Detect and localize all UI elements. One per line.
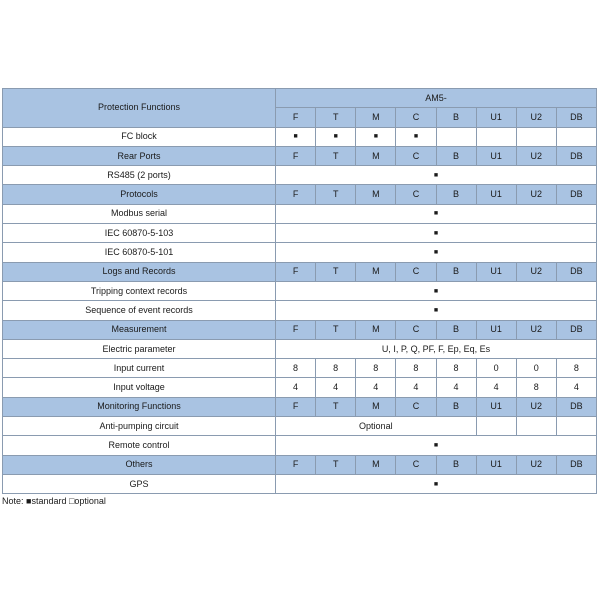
- empty-cell: [556, 127, 596, 146]
- table-row: [3, 166, 597, 185]
- cell-value: 4: [316, 378, 356, 397]
- table-row: [3, 301, 597, 320]
- row-label: Remote control: [3, 436, 276, 455]
- header-row: [3, 89, 597, 108]
- section-title: Rear Ports: [3, 146, 276, 165]
- model-header: C: [396, 146, 436, 165]
- model-header: F: [276, 146, 316, 165]
- standard-mark: ■: [276, 127, 316, 146]
- model-header: C: [396, 108, 436, 127]
- legend-note: Note: ■standard □optional: [2, 496, 106, 506]
- model-header: B: [436, 185, 476, 204]
- empty-cell: [516, 127, 556, 146]
- model-header: DB: [556, 185, 596, 204]
- model-header: U2: [516, 146, 556, 165]
- model-header: DB: [556, 455, 596, 474]
- cell-value: 8: [436, 359, 476, 378]
- empty-cell: [556, 417, 596, 436]
- model-header: C: [396, 320, 436, 339]
- row-label: Input current: [3, 359, 276, 378]
- section-title: Measurement: [3, 320, 276, 339]
- model-header: C: [396, 185, 436, 204]
- cell-value: 8: [396, 359, 436, 378]
- model-header: U2: [516, 262, 556, 281]
- row-label: Tripping context records: [3, 281, 276, 300]
- model-header: C: [396, 262, 436, 281]
- section-header-row: [3, 397, 597, 416]
- standard-mark: ■: [276, 281, 597, 300]
- standard-mark: ■: [276, 474, 597, 493]
- empty-cell: [436, 127, 476, 146]
- model-header: B: [436, 397, 476, 416]
- model-header: M: [356, 397, 396, 416]
- table-row: [3, 204, 597, 223]
- row-label: Input voltage: [3, 378, 276, 397]
- row-label: Modbus serial: [3, 204, 276, 223]
- row-label: IEC 60870-5-103: [3, 224, 276, 243]
- model-header: U1: [476, 146, 516, 165]
- model-header: U2: [516, 397, 556, 416]
- model-header: T: [316, 397, 356, 416]
- model-header: B: [436, 320, 476, 339]
- section-title: Others: [3, 455, 276, 474]
- model-header: DB: [556, 262, 596, 281]
- cell-value: 4: [276, 378, 316, 397]
- cell-value: 8: [276, 359, 316, 378]
- model-header: T: [316, 108, 356, 127]
- standard-mark: ■: [276, 243, 597, 262]
- cell-value: Optional: [276, 417, 477, 436]
- empty-cell: [516, 417, 556, 436]
- table-row: [3, 281, 597, 300]
- cell-value: 4: [556, 378, 596, 397]
- model-header: U1: [476, 108, 516, 127]
- row-label: Electric parameter: [3, 339, 276, 358]
- empty-cell: [476, 127, 516, 146]
- model-header: DB: [556, 108, 596, 127]
- model-header: U1: [476, 397, 516, 416]
- model-header: F: [276, 455, 316, 474]
- empty-cell: [476, 417, 516, 436]
- section-header-row: [3, 185, 597, 204]
- model-header: U2: [516, 108, 556, 127]
- table-row: [3, 359, 597, 378]
- model-header: U2: [516, 455, 556, 474]
- section-title: Logs and Records: [3, 262, 276, 281]
- row-label: IEC 60870-5-101: [3, 243, 276, 262]
- table-row: [3, 436, 597, 455]
- model-header: B: [436, 146, 476, 165]
- row-label: Sequence of event records: [3, 301, 276, 320]
- cell-value: 8: [556, 359, 596, 378]
- model-header: M: [356, 455, 396, 474]
- table-row: [3, 127, 597, 146]
- table-row: [3, 378, 597, 397]
- cell-value: 4: [476, 378, 516, 397]
- standard-mark: ■: [276, 166, 597, 185]
- model-header: T: [316, 185, 356, 204]
- model-header: M: [356, 262, 396, 281]
- table-row: [3, 417, 597, 436]
- cell-value: 8: [516, 378, 556, 397]
- model-header: F: [276, 108, 316, 127]
- model-header: M: [356, 146, 396, 165]
- table-row: [3, 243, 597, 262]
- model-header: U2: [516, 185, 556, 204]
- feature-table: [2, 88, 597, 494]
- standard-mark: ■: [356, 127, 396, 146]
- standard-mark: ■: [396, 127, 436, 146]
- standard-mark: ■: [276, 436, 597, 455]
- cell-value: 4: [356, 378, 396, 397]
- model-header: T: [316, 320, 356, 339]
- row-label: Anti-pumping circuit: [3, 417, 276, 436]
- section-title: Protocols: [3, 185, 276, 204]
- section-header-row: [3, 262, 597, 281]
- cell-value: 0: [476, 359, 516, 378]
- section-header-row: [3, 320, 597, 339]
- model-header: B: [436, 262, 476, 281]
- model-header: U2: [516, 320, 556, 339]
- model-header: B: [436, 455, 476, 474]
- cell-value: 8: [316, 359, 356, 378]
- section-title: Monitoring Functions: [3, 397, 276, 416]
- model-header: C: [396, 455, 436, 474]
- model-header: T: [316, 455, 356, 474]
- row-label: FC block: [3, 127, 276, 146]
- model-header: T: [316, 146, 356, 165]
- section-header-row: [3, 146, 597, 165]
- model-header: F: [276, 262, 316, 281]
- table-row: [3, 339, 597, 358]
- cell-value: 0: [516, 359, 556, 378]
- first-col-header: Protection Functions: [3, 89, 276, 128]
- row-label: GPS: [3, 474, 276, 493]
- model-header: M: [356, 185, 396, 204]
- model-header: U1: [476, 455, 516, 474]
- standard-mark: ■: [276, 204, 597, 223]
- standard-mark: ■: [276, 224, 597, 243]
- cell-value: 8: [356, 359, 396, 378]
- model-header: U1: [476, 262, 516, 281]
- cell-value: U, I, P, Q, PF, F, Ep, Eq, Es: [276, 339, 597, 358]
- model-header: DB: [556, 397, 596, 416]
- model-header: U1: [476, 185, 516, 204]
- model-header: M: [356, 320, 396, 339]
- model-header: F: [276, 185, 316, 204]
- section-header-row: [3, 455, 597, 474]
- model-header: M: [356, 108, 396, 127]
- model-header: DB: [556, 146, 596, 165]
- table-row: [3, 474, 597, 493]
- model-header: U1: [476, 320, 516, 339]
- model-header: DB: [556, 320, 596, 339]
- model-header: F: [276, 320, 316, 339]
- row-label: RS485 (2 ports): [3, 166, 276, 185]
- model-header: B: [436, 108, 476, 127]
- standard-mark: ■: [276, 301, 597, 320]
- standard-mark: ■: [316, 127, 356, 146]
- cell-value: 4: [436, 378, 476, 397]
- table-row: [3, 224, 597, 243]
- model-header: F: [276, 397, 316, 416]
- model-group-header: AM5-: [276, 89, 597, 108]
- model-header: C: [396, 397, 436, 416]
- model-header: T: [316, 262, 356, 281]
- cell-value: 4: [396, 378, 436, 397]
